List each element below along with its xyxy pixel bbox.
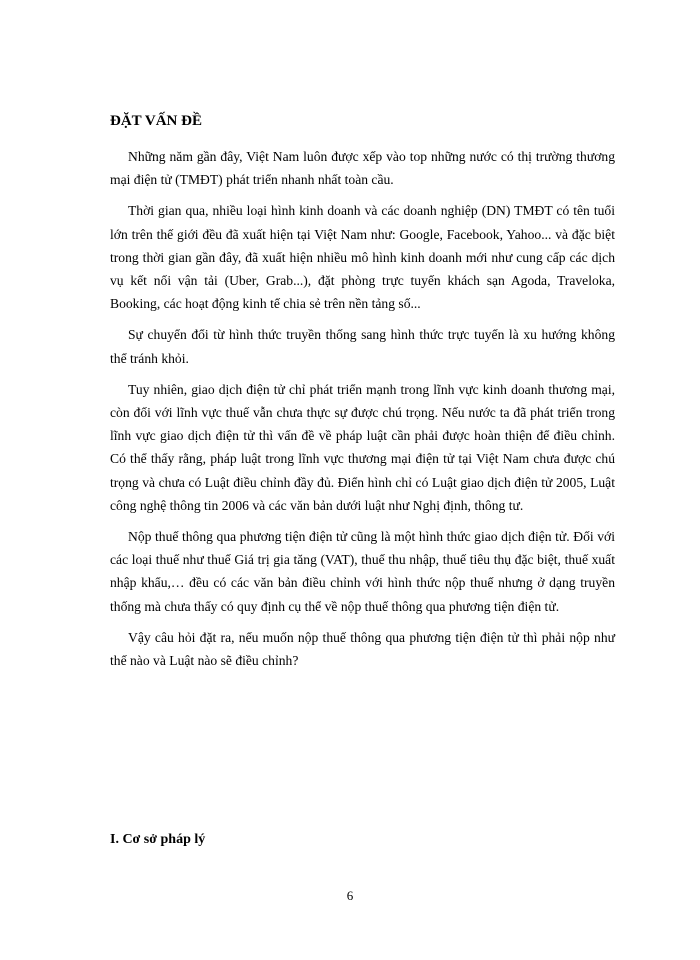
- body-text: [110, 145, 615, 680]
- section-heading: I. Cơ sở pháp lý: [110, 832, 206, 847]
- paragraph-1: Những năm gần đây, Việt Nam luôn được xếp vào top những nước có thị trường thương mại điện tử (TMĐT) phát triển nhanh nhất toàn cầu.: [110, 149, 615, 188]
- paragraph-3: Sự chuyển đổi từ hình thức truyền thống sang hình thức trực tuyến là xu hướng không thể tránh khỏi.: [110, 327, 615, 366]
- paragraph-6: Vậy câu hỏi đặt ra, nếu muốn nộp thuế thông qua phương tiện điện tử thì phải nộp như thế nào và Luật nào sẽ điều chỉnh?: [110, 629, 615, 669]
- paragraph-2: Thời gian qua, nhiều loại hình kinh doanh và các doanh nghiệp (DN) TMĐT có tên tuổi lớn trên thế giới đều đã xuất hiện tại Việt Nam như: Google, Facebook, Yahoo... và đặc biệt trong thời gian gần đây, đã xuất hiện nhiều mô hình kinh doanh mới như cung cấp các dịch vụ kết nối vận tải (Uber, Grab...), đặt phòng trực tuyến khách sạn Agoda, Traveloka, Booking, các hoạt động kinh tế chia sẻ trên nền tảng số...: [110, 203, 615, 312]
- page-number: 6: [346, 888, 354, 903]
- page-heading: ĐẶT VẤN ĐỀ: [110, 113, 202, 129]
- paragraph-5: Nộp thuế thông qua phương tiện điện tử cũng là một hình thức giao dịch điện tử. Đối với các loại thuế như thuế Giá trị gia tăng (VAT), thuế thu nhập, thuế tiêu thụ đặc biệt, thuế xuất nhập khẩu,… đều có các văn bản điều chỉnh với hình thức nộp thuế nhưng ở dạng truyền thống mà chưa thấy có quy định cụ thể về nộp thuế thông qua phương tiện điện tử.: [110, 529, 615, 614]
- paragraph-4: Tuy nhiên, giao dịch điện tử chỉ phát triển mạnh trong lĩnh vực kinh doanh thương mại, còn đối với lĩnh vực thuế vẫn chưa thực sự được chú trọng. Nếu nước ta đã phát triển trong lĩnh vực giao dịch điện tử thì vấn đề về pháp luật cần phải được hoàn thiện để điều chỉnh. Có thể thấy rằng, pháp luật trong lĩnh vực thương mại điện tử tại Việt Nam chưa được chú trọng và chưa có Luật điều chỉnh đầy đủ. Điển hình chỉ có Luật giao dịch điện tử 2005, Luật công nghệ thông tin 2006 và các văn bản dưới luật như Nghị định, thông tư.: [110, 381, 615, 513]
